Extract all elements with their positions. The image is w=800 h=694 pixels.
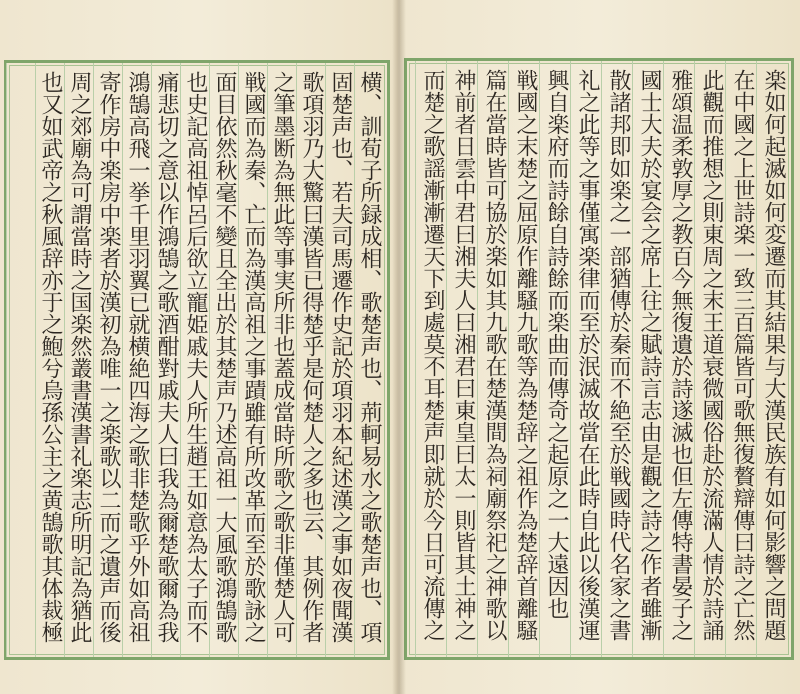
text-column: 戦國之末楚之屈原作離騷九歌等為楚辞之祖作為楚辞首離騷 (513, 69, 538, 641)
column-rule (446, 61, 447, 657)
column-rule (415, 61, 416, 657)
right-page (398, 0, 800, 694)
column-rule (122, 63, 123, 657)
column-rule (694, 61, 695, 657)
column-rule (539, 61, 540, 657)
column-rule (35, 63, 36, 657)
column-rule (632, 61, 633, 657)
text-column (7, 71, 35, 651)
left-page (0, 0, 398, 694)
text-column: 神前者日雲中君曰湘夫人曰湘君曰東皇曰太一則皆其土神之 (451, 69, 476, 641)
right-page-frame (404, 58, 794, 660)
text-column: 散諸邦即如楽之一部猶傳於秦而不絶至於戦國時代名家之書 (606, 69, 631, 641)
column-rule (296, 63, 297, 657)
text-column: 之筆墨断為無此等事実所非也蓋成當時所歌之歌非僅楚人可 (270, 71, 295, 643)
column-rule (6, 63, 7, 657)
text-column: 礼之此等之事僅寓楽律而至於泯滅故當在此時自此以後漢運 (575, 69, 600, 641)
text-column: 楽如何起滅如何変遷而其結果与大漢民族有如何影響之問題 (761, 69, 786, 641)
text-column: 雅頌温柔敦厚之教百今無復遺於詩遂滅也但左傳特書晏子之 (668, 69, 693, 641)
column-rule (570, 61, 571, 657)
text-column: 也史記高祖悼呂后欲立寵姫戚夫人所生趙王如意為太子而不 (183, 71, 208, 643)
book-gutter (392, 0, 406, 694)
text-column: 鴻鵠高飛一挙千里羽翼已就横絶四海之歌非楚歌乎外如高祖 (125, 71, 150, 643)
text-column: 歌項羽乃大驚曰漢皆已得楚乎是何楚人之多也云、其例作者 (299, 71, 324, 643)
column-rule (209, 63, 210, 657)
column-rule (180, 63, 181, 657)
column-rule (267, 63, 268, 657)
text-column: 此觀而推想之則東周之末王道衰微國俗赴於流滿人情於詩誦 (699, 69, 724, 641)
text-column: 在中國之上世詩楽一致三百篇皆可歌無復贅辯傳曰詩之亡然 (730, 69, 755, 641)
text-column: 固楚声也、若夫司馬遷作史記於項羽本紀述漢之事如夜聞漢 (328, 71, 353, 643)
text-column: 而楚之歌謡漸漸遷天下到處莫不耳楚声即就於今日可流傳之 (420, 69, 445, 641)
column-rule (756, 61, 757, 657)
column-rule (64, 63, 65, 657)
text-column: 面目依然秋毫不變且全出於其楚声乃述高祖一大風歌鴻鵠歌 (212, 71, 237, 643)
text-column: 寄作房中楽房中楽者於漢初為唯一之楽歌以二而之遺声而後 (96, 71, 121, 643)
text-column: 國士大夫於宴会之席上往之賦詩言志由是觀之詩之作者雖漸 (637, 69, 662, 641)
column-rule (151, 63, 152, 657)
column-rule (93, 63, 94, 657)
text-column: 痛悲切之意以作鴻鵠之歌酒酣對戚夫人曰我為爾楚歌爾為我 (154, 71, 179, 643)
column-rule (601, 61, 602, 657)
column-rule (663, 61, 664, 657)
text-column: 周之郊廟為可謂當時之国楽然叢書漢書礼楽志所明記為猶此 (67, 71, 92, 643)
text-column: 戦國而為秦、亡而為漢高祖之事蹟雖有所改革而至於歌詠之 (241, 71, 266, 643)
column-rule (477, 61, 478, 657)
left-page-frame (4, 60, 390, 660)
text-column: 篇在當時皆可協於楽如其九歌在楚漢間為祠廟祭祀之神歌以 (482, 69, 507, 641)
column-rule (725, 61, 726, 657)
column-rule (238, 63, 239, 657)
text-column: 興自楽府而詩餘自詩餘而楽曲而傳奇之起原之一大遠因也 (544, 69, 569, 619)
text-column: 也又如武帝之秋風辞亦于之鮑兮烏孫公主之黄鵠歌其体裁極 (38, 71, 63, 643)
text-column: 横、訓荀子所録成相、歌楚声也、荊軻易水之歌楚声也、項 (357, 71, 382, 643)
column-rule (325, 63, 326, 657)
column-rule (354, 63, 355, 657)
column-rule (508, 61, 509, 657)
